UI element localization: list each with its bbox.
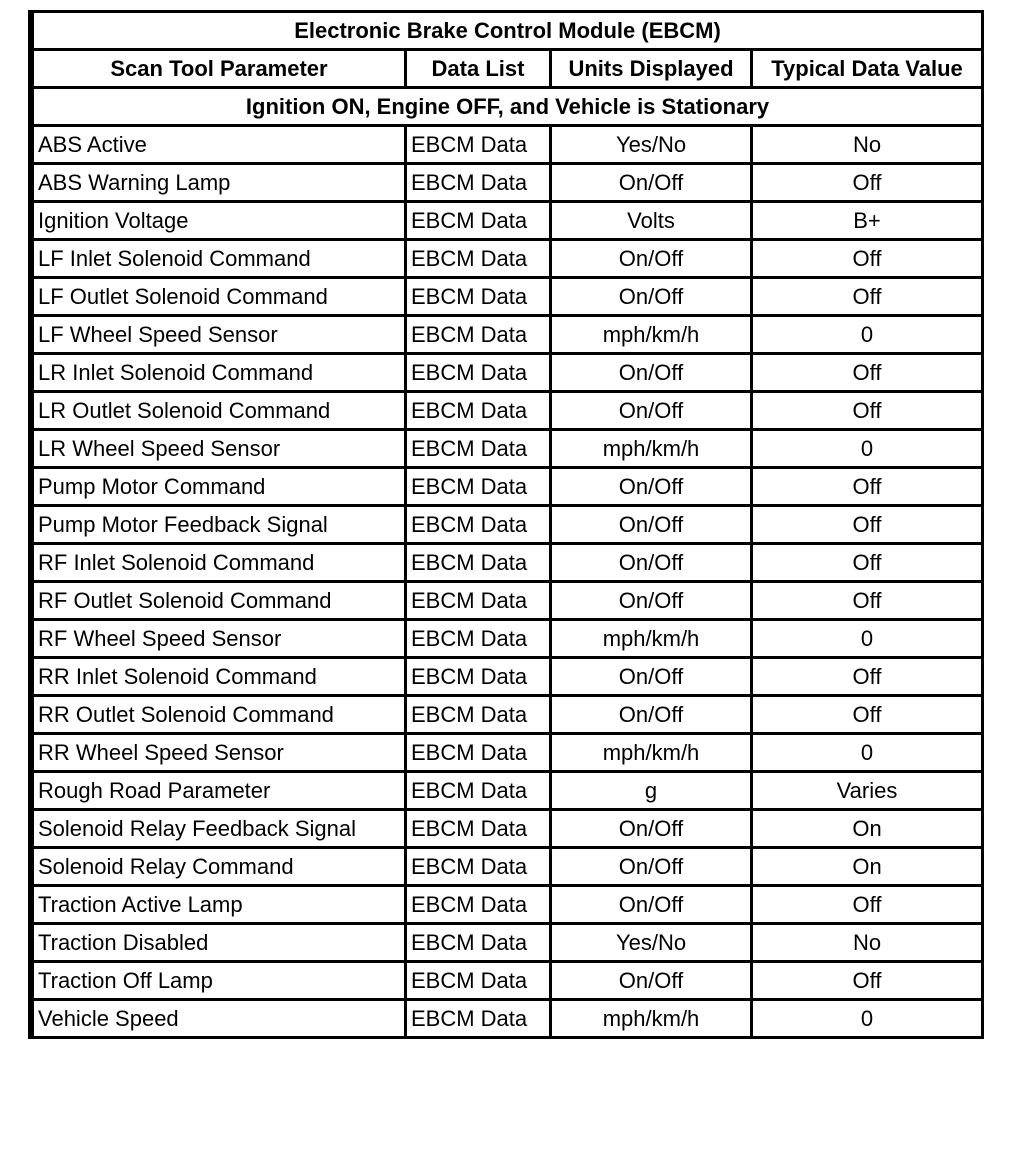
data-list-cell: EBCM Data bbox=[407, 545, 549, 580]
table-row bbox=[34, 279, 981, 314]
data-list-cell: EBCM Data bbox=[407, 583, 549, 618]
typical-value-cell: On bbox=[753, 849, 981, 884]
typical-value-cell: Off bbox=[753, 963, 981, 998]
table-row bbox=[34, 507, 981, 542]
units-cell: On/Off bbox=[552, 811, 750, 846]
header-typical-data-value: Typical Data Value bbox=[753, 51, 981, 86]
units-cell: Volts bbox=[552, 203, 750, 238]
table-body bbox=[34, 127, 981, 1036]
table-row bbox=[34, 165, 981, 200]
units-cell: On/Off bbox=[552, 697, 750, 732]
units-cell: mph/km/h bbox=[552, 317, 750, 352]
units-cell: On/Off bbox=[552, 279, 750, 314]
table-row bbox=[34, 773, 981, 808]
units-cell: mph/km/h bbox=[552, 431, 750, 466]
parameter-cell: Vehicle Speed bbox=[34, 1001, 404, 1036]
units-cell: Yes/No bbox=[552, 127, 750, 162]
typical-value-cell: 0 bbox=[753, 621, 981, 656]
typical-value-cell: Off bbox=[753, 241, 981, 276]
parameter-cell: RR Inlet Solenoid Command bbox=[34, 659, 404, 694]
typical-value-cell: Off bbox=[753, 355, 981, 390]
data-list-cell: EBCM Data bbox=[407, 621, 549, 656]
typical-value-cell: Varies bbox=[753, 773, 981, 808]
table-row bbox=[34, 127, 981, 162]
parameter-cell: LR Inlet Solenoid Command bbox=[34, 355, 404, 390]
table-row bbox=[34, 393, 981, 428]
typical-value-cell: Off bbox=[753, 583, 981, 618]
data-list-cell: EBCM Data bbox=[407, 849, 549, 884]
parameter-cell: LF Inlet Solenoid Command bbox=[34, 241, 404, 276]
data-list-cell: EBCM Data bbox=[407, 773, 549, 808]
data-list-cell: EBCM Data bbox=[407, 431, 549, 466]
units-cell: Yes/No bbox=[552, 925, 750, 960]
units-cell: mph/km/h bbox=[552, 735, 750, 770]
data-list-cell: EBCM Data bbox=[407, 355, 549, 390]
typical-value-cell: No bbox=[753, 925, 981, 960]
parameter-cell: RF Outlet Solenoid Command bbox=[34, 583, 404, 618]
units-cell: On/Off bbox=[552, 545, 750, 580]
units-cell: On/Off bbox=[552, 507, 750, 542]
typical-value-cell: 0 bbox=[753, 317, 981, 352]
data-list-cell: EBCM Data bbox=[407, 241, 549, 276]
table-row bbox=[34, 1001, 981, 1036]
data-list-cell: EBCM Data bbox=[407, 507, 549, 542]
units-cell: On/Off bbox=[552, 887, 750, 922]
data-list-cell: EBCM Data bbox=[407, 963, 549, 998]
parameter-cell: LR Wheel Speed Sensor bbox=[34, 431, 404, 466]
parameter-cell: Traction Off Lamp bbox=[34, 963, 404, 998]
table-row bbox=[34, 355, 981, 390]
typical-value-cell: Off bbox=[753, 469, 981, 504]
parameter-cell: LF Outlet Solenoid Command bbox=[34, 279, 404, 314]
typical-value-cell: Off bbox=[753, 659, 981, 694]
data-list-cell: EBCM Data bbox=[407, 279, 549, 314]
table-row bbox=[34, 925, 981, 960]
parameter-cell: RR Wheel Speed Sensor bbox=[34, 735, 404, 770]
table-row bbox=[34, 431, 981, 466]
typical-value-cell: 0 bbox=[753, 735, 981, 770]
data-list-cell: EBCM Data bbox=[407, 393, 549, 428]
parameter-cell: Rough Road Parameter bbox=[34, 773, 404, 808]
typical-value-cell: Off bbox=[753, 165, 981, 200]
parameter-cell: Pump Motor Command bbox=[34, 469, 404, 504]
table-row bbox=[34, 659, 981, 694]
units-cell: On/Off bbox=[552, 393, 750, 428]
typical-value-cell: Off bbox=[753, 393, 981, 428]
parameter-cell: Traction Active Lamp bbox=[34, 887, 404, 922]
header-row bbox=[34, 51, 981, 86]
units-cell: On/Off bbox=[552, 469, 750, 504]
units-cell: On/Off bbox=[552, 583, 750, 618]
table-row bbox=[34, 317, 981, 352]
table-row bbox=[34, 545, 981, 580]
header-units-displayed: Units Displayed bbox=[552, 51, 750, 86]
data-list-cell: EBCM Data bbox=[407, 697, 549, 732]
ebcm-data-table-frame bbox=[28, 10, 984, 1039]
typical-value-cell: Off bbox=[753, 507, 981, 542]
typical-value-cell: Off bbox=[753, 545, 981, 580]
table-row bbox=[34, 469, 981, 504]
table-row bbox=[34, 963, 981, 998]
data-list-cell: EBCM Data bbox=[407, 735, 549, 770]
parameter-cell: RF Inlet Solenoid Command bbox=[34, 545, 404, 580]
data-list-cell: EBCM Data bbox=[407, 127, 549, 162]
table-row bbox=[34, 203, 981, 238]
table-row bbox=[34, 811, 981, 846]
typical-value-cell: On bbox=[753, 811, 981, 846]
units-cell: g bbox=[552, 773, 750, 808]
units-cell: On/Off bbox=[552, 849, 750, 884]
units-cell: mph/km/h bbox=[552, 1001, 750, 1036]
table-row bbox=[34, 621, 981, 656]
typical-value-cell: 0 bbox=[753, 431, 981, 466]
typical-value-cell: 0 bbox=[753, 1001, 981, 1036]
header-scan-tool-parameter: Scan Tool Parameter bbox=[34, 51, 404, 86]
condition-row: Ignition ON, Engine OFF, and Vehicle is Stationary bbox=[34, 89, 981, 124]
data-list-cell: EBCM Data bbox=[407, 887, 549, 922]
parameter-cell: Solenoid Relay Feedback Signal bbox=[34, 811, 404, 846]
data-list-cell: EBCM Data bbox=[407, 203, 549, 238]
data-list-cell: EBCM Data bbox=[407, 469, 549, 504]
units-cell: mph/km/h bbox=[552, 621, 750, 656]
parameter-cell: Solenoid Relay Command bbox=[34, 849, 404, 884]
units-cell: On/Off bbox=[552, 963, 750, 998]
parameter-cell: Traction Disabled bbox=[34, 925, 404, 960]
data-list-cell: EBCM Data bbox=[407, 1001, 549, 1036]
typical-value-cell: B+ bbox=[753, 203, 981, 238]
table-row bbox=[34, 735, 981, 770]
table-row bbox=[34, 887, 981, 922]
table-row bbox=[34, 849, 981, 884]
table-row bbox=[34, 697, 981, 732]
table-row bbox=[34, 241, 981, 276]
table-title: Electronic Brake Control Module (EBCM) bbox=[34, 13, 981, 48]
parameter-cell: RR Outlet Solenoid Command bbox=[34, 697, 404, 732]
parameter-cell: RF Wheel Speed Sensor bbox=[34, 621, 404, 656]
parameter-cell: ABS Active bbox=[34, 127, 404, 162]
units-cell: On/Off bbox=[552, 165, 750, 200]
typical-value-cell: No bbox=[753, 127, 981, 162]
data-list-cell: EBCM Data bbox=[407, 317, 549, 352]
typical-value-cell: Off bbox=[753, 887, 981, 922]
table-row bbox=[34, 583, 981, 618]
data-list-cell: EBCM Data bbox=[407, 165, 549, 200]
data-list-cell: EBCM Data bbox=[407, 925, 549, 960]
data-list-cell: EBCM Data bbox=[407, 811, 549, 846]
parameter-cell: LR Outlet Solenoid Command bbox=[34, 393, 404, 428]
units-cell: On/Off bbox=[552, 659, 750, 694]
parameter-cell: Pump Motor Feedback Signal bbox=[34, 507, 404, 542]
header-data-list: Data List bbox=[407, 51, 549, 86]
units-cell: On/Off bbox=[552, 355, 750, 390]
typical-value-cell: Off bbox=[753, 697, 981, 732]
typical-value-cell: Off bbox=[753, 279, 981, 314]
units-cell: On/Off bbox=[552, 241, 750, 276]
ebcm-data-table bbox=[31, 10, 984, 1039]
data-list-cell: EBCM Data bbox=[407, 659, 549, 694]
parameter-cell: LF Wheel Speed Sensor bbox=[34, 317, 404, 352]
parameter-cell: ABS Warning Lamp bbox=[34, 165, 404, 200]
parameter-cell: Ignition Voltage bbox=[34, 203, 404, 238]
